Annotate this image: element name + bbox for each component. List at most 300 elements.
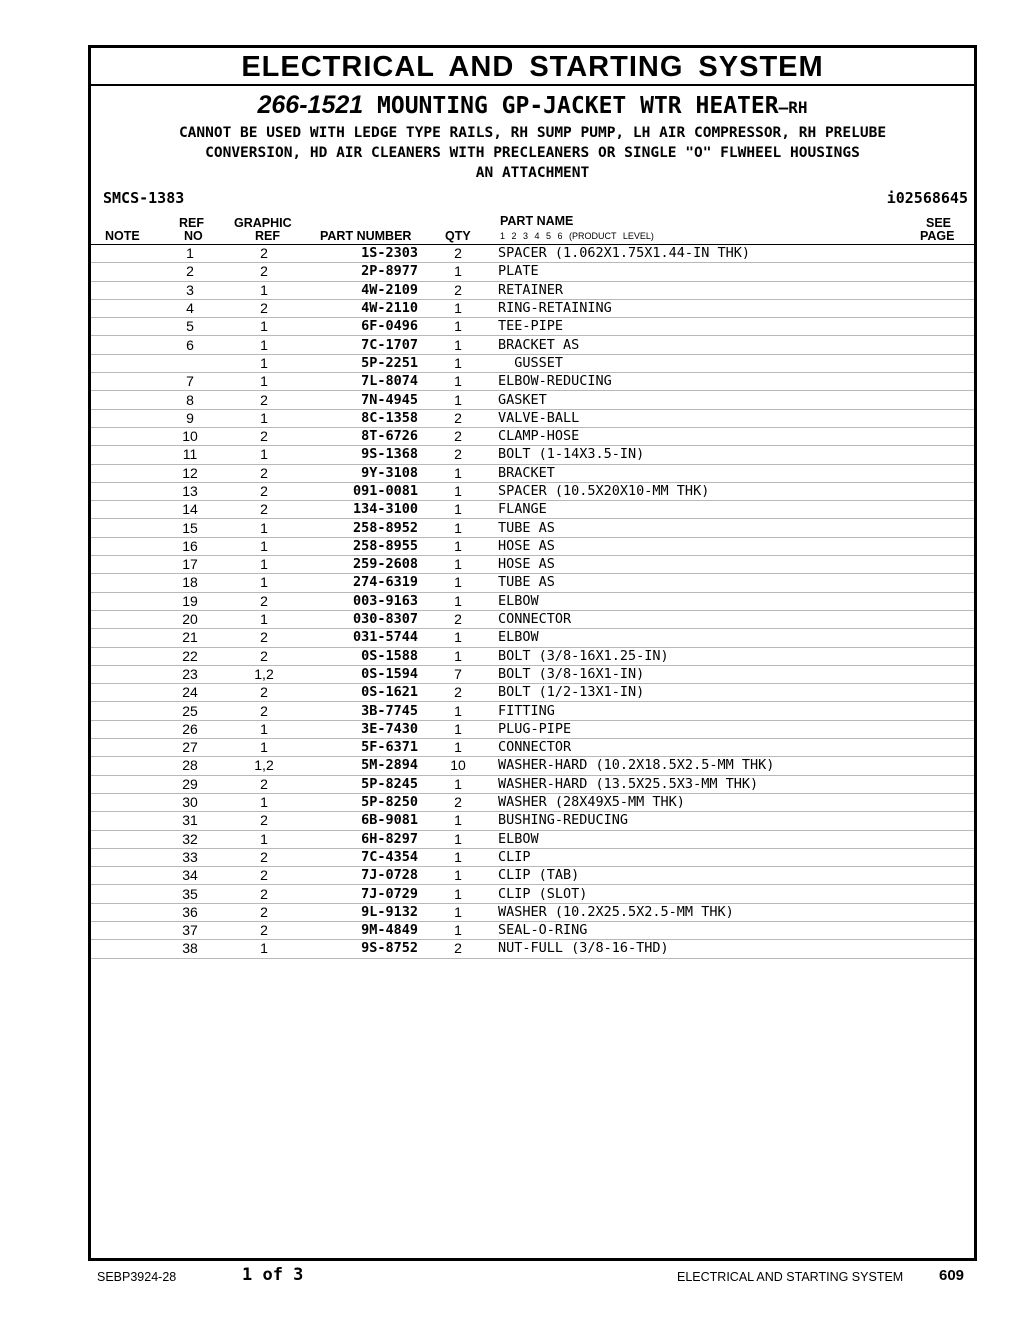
graphic-ref-cell: 2 xyxy=(229,921,299,939)
graphic-ref-cell: 1 xyxy=(229,720,299,738)
qty-cell: 7 xyxy=(418,665,498,683)
ref-no-cell: 31 xyxy=(151,812,229,830)
see-page-cell xyxy=(914,610,974,628)
smcs-code: SMCS-1383 xyxy=(103,189,185,207)
see-page-cell xyxy=(914,867,974,885)
header-note: NOTE xyxy=(105,229,140,243)
header-graphic-top: GRAPHIC xyxy=(234,216,292,230)
note-cell xyxy=(91,482,151,500)
part-number-cell: 1S-2303 xyxy=(299,245,418,263)
part-number-cell: 7C-4354 xyxy=(299,848,418,866)
header-part-number: PART NUMBER xyxy=(320,229,412,243)
part-number-cell: 9L-9132 xyxy=(299,903,418,921)
part-number-cell: 0S-1594 xyxy=(299,665,418,683)
illustration-id: i02568645 xyxy=(886,189,968,207)
part-name-cell: FITTING xyxy=(498,702,914,720)
table-row xyxy=(91,318,974,336)
ref-no-cell: 22 xyxy=(151,647,229,665)
part-name-cell: ELBOW xyxy=(498,592,914,610)
ref-no-cell: 2 xyxy=(151,263,229,281)
see-page-cell xyxy=(914,647,974,665)
table-row xyxy=(91,299,974,317)
ref-no-cell: 30 xyxy=(151,793,229,811)
part-number-cell: 259-2608 xyxy=(299,556,418,574)
note-cell xyxy=(91,885,151,903)
note-cell xyxy=(91,427,151,445)
graphic-ref-cell: 1 xyxy=(229,281,299,299)
note-cell xyxy=(91,391,151,409)
table-row xyxy=(91,885,974,903)
note-cell xyxy=(91,684,151,702)
ref-no-cell: 6 xyxy=(151,336,229,354)
note-cell xyxy=(91,830,151,848)
ref-no-cell: 3 xyxy=(151,281,229,299)
note-cell xyxy=(91,592,151,610)
see-page-cell xyxy=(914,391,974,409)
qty-cell: 1 xyxy=(418,720,498,738)
graphic-ref-cell: 2 xyxy=(229,464,299,482)
group-number: 266-1521 xyxy=(257,91,364,119)
part-number-cell: 4W-2109 xyxy=(299,281,418,299)
part-number-cell: 7J-0729 xyxy=(299,885,418,903)
part-name-cell: SEAL-O-RING xyxy=(498,921,914,939)
table-row xyxy=(91,629,974,647)
see-page-cell xyxy=(914,501,974,519)
table-row xyxy=(91,903,974,921)
graphic-ref-cell: 2 xyxy=(229,647,299,665)
part-name-cell: ELBOW xyxy=(498,830,914,848)
ref-no-cell: 21 xyxy=(151,629,229,647)
table-row xyxy=(91,940,974,958)
footer-page-of: 1 of 3 xyxy=(242,1265,304,1285)
part-number-cell: 5F-6371 xyxy=(299,739,418,757)
note-cell xyxy=(91,519,151,537)
part-number-cell: 274-6319 xyxy=(299,574,418,592)
group-name: MOUNTING GP-JACKET WTR HEATER xyxy=(377,93,779,119)
part-name-cell: CONNECTOR xyxy=(498,739,914,757)
note-cell xyxy=(91,464,151,482)
qty-cell: 1 xyxy=(418,830,498,848)
ref-no-cell: 20 xyxy=(151,610,229,628)
graphic-ref-cell: 1 xyxy=(229,940,299,958)
qty-cell: 2 xyxy=(418,446,498,464)
note-cell xyxy=(91,793,151,811)
ref-no-cell: 27 xyxy=(151,739,229,757)
table-row xyxy=(91,812,974,830)
graphic-ref-cell: 1 xyxy=(229,373,299,391)
note-cell xyxy=(91,739,151,757)
page-frame xyxy=(88,45,977,1261)
part-name-cell: WASHER-HARD (13.5X25.5X3-MM THK) xyxy=(498,775,914,793)
header-see-bottom: PAGE xyxy=(920,229,955,243)
see-page-cell xyxy=(914,482,974,500)
part-name-cell: CLIP (TAB) xyxy=(498,867,914,885)
group-title xyxy=(91,90,974,123)
note-cell xyxy=(91,867,151,885)
part-number-cell: 5P-8245 xyxy=(299,775,418,793)
graphic-ref-cell: 2 xyxy=(229,245,299,263)
part-number-cell: 5P-8250 xyxy=(299,793,418,811)
graphic-ref-cell: 1 xyxy=(229,610,299,628)
qty-cell: 1 xyxy=(418,739,498,757)
footer-page-number: 609 xyxy=(939,1267,965,1284)
qty-cell: 1 xyxy=(418,556,498,574)
graphic-ref-cell: 2 xyxy=(229,501,299,519)
table-row xyxy=(91,665,974,683)
see-page-cell xyxy=(914,757,974,775)
header-ref-bottom: NO xyxy=(184,229,203,243)
table-row xyxy=(91,867,974,885)
part-number-cell: 9S-1368 xyxy=(299,446,418,464)
qty-cell: 1 xyxy=(418,391,498,409)
see-page-cell xyxy=(914,464,974,482)
part-name-cell: BOLT (3/8-16X1.25-IN) xyxy=(498,647,914,665)
graphic-ref-cell: 2 xyxy=(229,885,299,903)
ref-no-cell: 35 xyxy=(151,885,229,903)
table-row xyxy=(91,684,974,702)
ref-no-cell: 29 xyxy=(151,775,229,793)
part-name-cell: NUT-FULL (3/8-16-THD) xyxy=(498,940,914,958)
part-name-cell: TUBE AS xyxy=(498,519,914,537)
table-row xyxy=(91,739,974,757)
table-row xyxy=(91,592,974,610)
note-cell xyxy=(91,336,151,354)
graphic-ref-cell: 1 xyxy=(229,336,299,354)
part-number-cell: 6B-9081 xyxy=(299,812,418,830)
qty-cell: 1 xyxy=(418,921,498,939)
part-name-cell: GUSSET xyxy=(498,354,914,372)
table-row xyxy=(91,281,974,299)
table-row xyxy=(91,245,974,263)
qty-cell: 1 xyxy=(418,537,498,555)
see-page-cell xyxy=(914,830,974,848)
qty-cell: 1 xyxy=(418,574,498,592)
graphic-ref-cell: 2 xyxy=(229,629,299,647)
note-cell xyxy=(91,757,151,775)
part-name-cell: GASKET xyxy=(498,391,914,409)
graphic-ref-cell: 1 xyxy=(229,354,299,372)
part-number-cell: 7J-0728 xyxy=(299,867,418,885)
table-row xyxy=(91,464,974,482)
graphic-ref-cell: 1 xyxy=(229,574,299,592)
part-number-cell: 9M-4849 xyxy=(299,921,418,939)
part-name-cell: CLIP (SLOT) xyxy=(498,885,914,903)
qty-cell: 1 xyxy=(418,867,498,885)
part-name-cell: WASHER-HARD (10.2X18.5X2.5-MM THK) xyxy=(498,757,914,775)
ref-no-cell: 9 xyxy=(151,409,229,427)
part-name-cell: VALVE-BALL xyxy=(498,409,914,427)
see-page-cell xyxy=(914,281,974,299)
part-number-cell: 7C-1707 xyxy=(299,336,418,354)
graphic-ref-cell: 1 xyxy=(229,519,299,537)
part-name-cell: PLATE xyxy=(498,263,914,281)
qty-cell: 1 xyxy=(418,775,498,793)
see-page-cell xyxy=(914,793,974,811)
see-page-cell xyxy=(914,629,974,647)
note-cell xyxy=(91,848,151,866)
part-name-cell: TUBE AS xyxy=(498,574,914,592)
part-name-cell: RETAINER xyxy=(498,281,914,299)
header-product-level: 1 2 3 4 5 6 (PRODUCT LEVEL) xyxy=(500,231,654,241)
part-number-cell: 003-9163 xyxy=(299,592,418,610)
part-number-cell: 030-8307 xyxy=(299,610,418,628)
table-row xyxy=(91,446,974,464)
graphic-ref-cell: 2 xyxy=(229,684,299,702)
part-number-cell: 9S-8752 xyxy=(299,940,418,958)
table-row xyxy=(91,336,974,354)
header-part-name: PART NAME xyxy=(500,214,574,228)
qty-cell: 1 xyxy=(418,519,498,537)
table-row xyxy=(91,702,974,720)
part-name-cell: RING-RETAINING xyxy=(498,299,914,317)
note-cell xyxy=(91,921,151,939)
qty-cell: 2 xyxy=(418,245,498,263)
group-note-line-3: AN ATTACHMENT xyxy=(475,165,590,181)
part-number-cell: 3B-7745 xyxy=(299,702,418,720)
table-row xyxy=(91,263,974,281)
see-page-cell xyxy=(914,665,974,683)
table-row xyxy=(91,501,974,519)
note-cell xyxy=(91,409,151,427)
part-number-cell: 4W-2110 xyxy=(299,299,418,317)
qty-cell: 1 xyxy=(418,629,498,647)
qty-cell: 1 xyxy=(418,482,498,500)
note-cell xyxy=(91,610,151,628)
see-page-cell xyxy=(914,409,974,427)
part-name-cell: SPACER (1.062X1.75X1.44-IN THK) xyxy=(498,245,914,263)
ref-no-cell: 18 xyxy=(151,574,229,592)
ref-no-cell: 17 xyxy=(151,556,229,574)
part-number-cell: 0S-1621 xyxy=(299,684,418,702)
see-page-cell xyxy=(914,940,974,958)
part-number-cell: 134-3100 xyxy=(299,501,418,519)
note-cell xyxy=(91,903,151,921)
footer-doc-number: SEBP3924-28 xyxy=(97,1270,177,1284)
note-cell xyxy=(91,299,151,317)
graphic-ref-cell: 2 xyxy=(229,775,299,793)
ref-no-cell: 13 xyxy=(151,482,229,500)
note-cell xyxy=(91,537,151,555)
ref-no-cell: 11 xyxy=(151,446,229,464)
see-page-cell xyxy=(914,775,974,793)
see-page-cell xyxy=(914,848,974,866)
ref-no-cell: 38 xyxy=(151,940,229,958)
part-number-cell: 258-8955 xyxy=(299,537,418,555)
graphic-ref-cell: 2 xyxy=(229,263,299,281)
note-cell xyxy=(91,812,151,830)
ref-no-cell: 36 xyxy=(151,903,229,921)
table-row xyxy=(91,921,974,939)
note-cell xyxy=(91,263,151,281)
part-name-cell: ELBOW xyxy=(498,629,914,647)
header-ref-top: REF xyxy=(179,216,204,230)
ref-no-cell: 26 xyxy=(151,720,229,738)
qty-cell: 2 xyxy=(418,793,498,811)
graphic-ref-cell: 1,2 xyxy=(229,665,299,683)
table-row xyxy=(91,757,974,775)
see-page-cell xyxy=(914,245,974,263)
graphic-ref-cell: 1,2 xyxy=(229,757,299,775)
ref-no-cell xyxy=(151,354,229,372)
ref-no-cell: 15 xyxy=(151,519,229,537)
graphic-ref-cell: 1 xyxy=(229,537,299,555)
note-cell xyxy=(91,720,151,738)
table-row xyxy=(91,848,974,866)
ref-no-cell: 1 xyxy=(151,245,229,263)
ref-no-cell: 32 xyxy=(151,830,229,848)
note-cell xyxy=(91,245,151,263)
page-footer xyxy=(0,1264,1020,1288)
part-number-cell: 6H-8297 xyxy=(299,830,418,848)
ref-no-cell: 33 xyxy=(151,848,229,866)
note-cell xyxy=(91,373,151,391)
part-number-cell: 091-0081 xyxy=(299,482,418,500)
see-page-cell xyxy=(914,519,974,537)
qty-cell: 1 xyxy=(418,501,498,519)
graphic-ref-cell: 2 xyxy=(229,482,299,500)
see-page-cell xyxy=(914,373,974,391)
graphic-ref-cell: 1 xyxy=(229,793,299,811)
qty-cell: 1 xyxy=(418,373,498,391)
see-page-cell xyxy=(914,299,974,317)
table-header xyxy=(91,214,974,245)
part-name-cell: BOLT (1-14X3.5-IN) xyxy=(498,446,914,464)
group-note-line-1: CANNOT BE USED WITH LEDGE TYPE RAILS, RH SUMP PUMP, LH AIR COMPRESSOR, RH PRELUBE xyxy=(178,125,887,141)
part-name-cell: CONNECTOR xyxy=(498,610,914,628)
graphic-ref-cell: 1 xyxy=(229,556,299,574)
see-page-cell xyxy=(914,903,974,921)
table-row xyxy=(91,409,974,427)
see-page-cell xyxy=(914,336,974,354)
ref-no-cell: 16 xyxy=(151,537,229,555)
ref-no-cell: 12 xyxy=(151,464,229,482)
note-cell xyxy=(91,665,151,683)
table-row xyxy=(91,574,974,592)
note-cell xyxy=(91,501,151,519)
see-page-cell xyxy=(914,812,974,830)
graphic-ref-cell: 2 xyxy=(229,391,299,409)
part-name-cell: PLUG-PIPE xyxy=(498,720,914,738)
see-page-cell xyxy=(914,702,974,720)
ref-no-cell: 4 xyxy=(151,299,229,317)
footer-title: ELECTRICAL AND STARTING SYSTEM xyxy=(677,1270,904,1284)
table-row xyxy=(91,793,974,811)
table-row xyxy=(91,556,974,574)
table-row xyxy=(91,720,974,738)
table-row xyxy=(91,354,974,372)
ref-no-cell: 5 xyxy=(151,318,229,336)
note-cell xyxy=(91,446,151,464)
qty-cell: 1 xyxy=(418,263,498,281)
ref-no-cell: 23 xyxy=(151,665,229,683)
qty-cell: 1 xyxy=(418,299,498,317)
qty-cell: 1 xyxy=(418,354,498,372)
header-graphic-bottom: REF xyxy=(255,229,280,243)
qty-cell: 1 xyxy=(418,903,498,921)
see-page-cell xyxy=(914,354,974,372)
ref-no-cell: 10 xyxy=(151,427,229,445)
note-cell xyxy=(91,629,151,647)
ref-no-cell: 14 xyxy=(151,501,229,519)
ref-no-cell: 7 xyxy=(151,373,229,391)
part-name-cell: WASHER (28X49X5-MM THK) xyxy=(498,793,914,811)
table-row xyxy=(91,610,974,628)
part-name-cell: BOLT (1/2-13X1-IN) xyxy=(498,684,914,702)
ref-no-cell: 34 xyxy=(151,867,229,885)
qty-cell: 1 xyxy=(418,885,498,903)
qty-cell: 2 xyxy=(418,940,498,958)
part-name-cell: HOSE AS xyxy=(498,556,914,574)
header-see-top: SEE xyxy=(926,216,952,230)
see-page-cell xyxy=(914,684,974,702)
table-row xyxy=(91,482,974,500)
part-name-cell: BUSHING-REDUCING xyxy=(498,812,914,830)
header-qty: QTY xyxy=(445,229,471,243)
see-page-cell xyxy=(914,739,974,757)
ref-no-cell: 24 xyxy=(151,684,229,702)
graphic-ref-cell: 2 xyxy=(229,867,299,885)
part-number-cell: 5P-2251 xyxy=(299,354,418,372)
part-name-cell: BRACKET AS xyxy=(498,336,914,354)
qty-cell: 1 xyxy=(418,812,498,830)
part-name-cell: CLIP xyxy=(498,848,914,866)
graphic-ref-cell: 2 xyxy=(229,903,299,921)
part-number-cell: 8T-6726 xyxy=(299,427,418,445)
note-cell xyxy=(91,556,151,574)
table-row xyxy=(91,373,974,391)
part-number-cell: 7L-8074 xyxy=(299,373,418,391)
see-page-cell xyxy=(914,921,974,939)
qty-cell: 1 xyxy=(418,848,498,866)
graphic-ref-cell: 2 xyxy=(229,702,299,720)
graphic-ref-cell: 2 xyxy=(229,812,299,830)
ref-no-cell: 28 xyxy=(151,757,229,775)
qty-cell: 2 xyxy=(418,409,498,427)
group-side: —RH xyxy=(778,98,808,117)
qty-cell: 1 xyxy=(418,464,498,482)
graphic-ref-cell: 2 xyxy=(229,592,299,610)
graphic-ref-cell: 2 xyxy=(229,299,299,317)
part-number-cell: 2P-8977 xyxy=(299,263,418,281)
table-row xyxy=(91,647,974,665)
qty-cell: 2 xyxy=(418,427,498,445)
see-page-cell xyxy=(914,446,974,464)
section-title: ELECTRICAL AND STARTING SYSTEM xyxy=(91,48,974,86)
note-cell xyxy=(91,702,151,720)
table-row xyxy=(91,775,974,793)
note-cell xyxy=(91,281,151,299)
part-number-cell: 5M-2894 xyxy=(299,757,418,775)
qty-cell: 1 xyxy=(418,318,498,336)
group-note-line-2: CONVERSION, HD AIR CLEANERS WITH PRECLEANERS OR SINGLE "O" FLWHEEL HOUSINGS xyxy=(205,145,860,161)
graphic-ref-cell: 2 xyxy=(229,427,299,445)
qty-cell: 1 xyxy=(418,336,498,354)
see-page-cell xyxy=(914,427,974,445)
note-cell xyxy=(91,574,151,592)
part-number-cell: 9Y-3108 xyxy=(299,464,418,482)
see-page-cell xyxy=(914,574,974,592)
note-cell xyxy=(91,318,151,336)
graphic-ref-cell: 2 xyxy=(229,848,299,866)
part-name-cell: BRACKET xyxy=(498,464,914,482)
part-number-cell: 6F-0496 xyxy=(299,318,418,336)
qty-cell: 2 xyxy=(418,281,498,299)
ref-no-cell: 19 xyxy=(151,592,229,610)
see-page-cell xyxy=(914,537,974,555)
table-row xyxy=(91,427,974,445)
graphic-ref-cell: 1 xyxy=(229,830,299,848)
note-cell xyxy=(91,775,151,793)
